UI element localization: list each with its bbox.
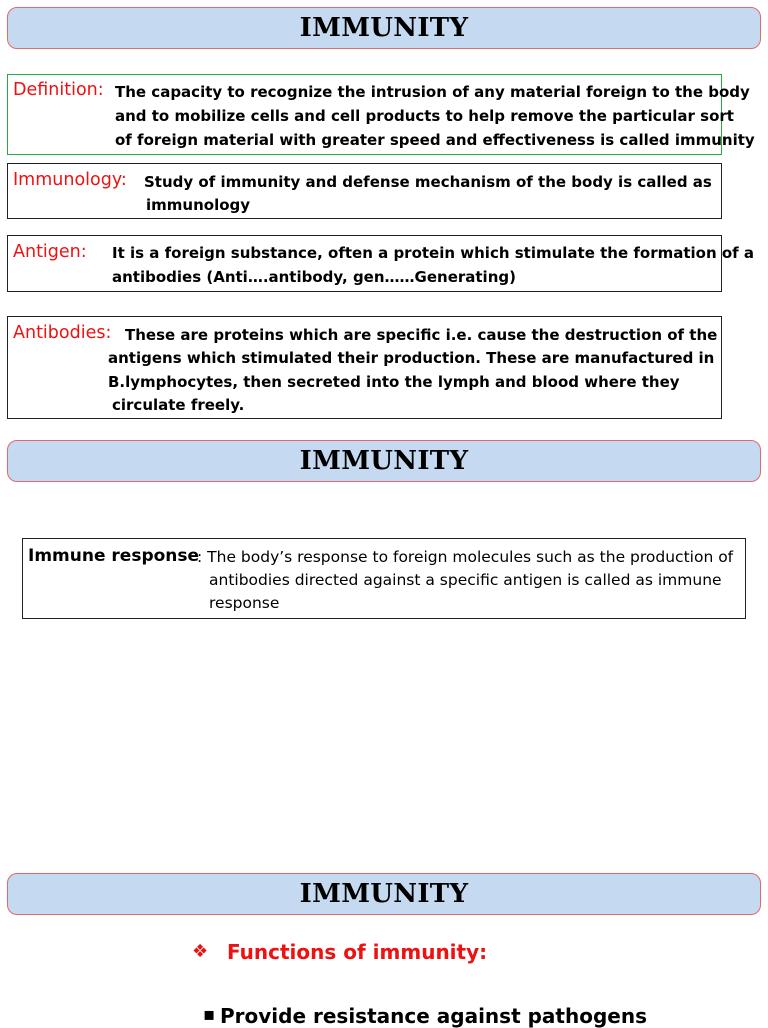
- definition-line: and to mobilize cells and cell products to help remove the particular sort: [115, 107, 734, 125]
- antigen-line: It is a foreign substance, often a protein which stimulate the formation of a: [112, 244, 755, 262]
- bullet-icon: ❖: [192, 941, 209, 962]
- definition-line: of foreign material with greater speed and effectiveness is called immunity: [115, 131, 755, 149]
- square-bullet-icon: ▪: [203, 1004, 216, 1025]
- definition-box: [7, 74, 755, 155]
- functions-heading: Functions of immunity:: [227, 940, 488, 964]
- immunology-line: Study of immunity and defense mechanism of the body is called as: [144, 173, 712, 191]
- slide1-title-banner: [7, 7, 761, 49]
- slide2-title: IMMUNITY: [299, 446, 469, 476]
- antibodies-line: These are proteins which are specific i.e. cause the destruction of the: [125, 326, 718, 344]
- slide2-title-banner: [7, 440, 761, 482]
- function-item: Provide resistance against pathogens: [220, 1004, 647, 1028]
- immune-response-line: antibodies directed against a specific antigen is called as immune: [209, 571, 722, 589]
- immune-response-line: response: [209, 594, 280, 612]
- antibodies-line: antigens which stimulated their production. These are manufactured in: [108, 349, 715, 367]
- antibodies-term: Antibodies:: [13, 323, 112, 343]
- slide3-title: IMMUNITY: [299, 879, 469, 909]
- definition-line: The capacity to recognize the intrusion of any material foreign to the body: [115, 83, 750, 101]
- immunology-term: Immunology:: [13, 170, 127, 190]
- immunology-line: immunology: [146, 196, 251, 214]
- immune-response-term: Immune response: [28, 546, 200, 566]
- definition-term: Definition:: [13, 80, 104, 100]
- slide3-title-banner: [7, 873, 761, 915]
- antibodies-line: circulate freely.: [112, 396, 245, 414]
- antigen-box: [7, 235, 755, 292]
- antigen-line: antibodies (Anti….antibody, gen……Generating): [112, 268, 516, 286]
- antibodies-box: [7, 316, 722, 419]
- antibodies-line: B.lymphocytes, then secreted into the lymph and blood where they: [108, 373, 680, 391]
- immune-response-box: [22, 538, 746, 619]
- immunology-box: [7, 163, 722, 219]
- immune-response-line: : The body’s response to foreign molecules such as the production of: [197, 548, 734, 566]
- antigen-term: Antigen:: [13, 242, 87, 262]
- slide1-title: IMMUNITY: [299, 13, 469, 43]
